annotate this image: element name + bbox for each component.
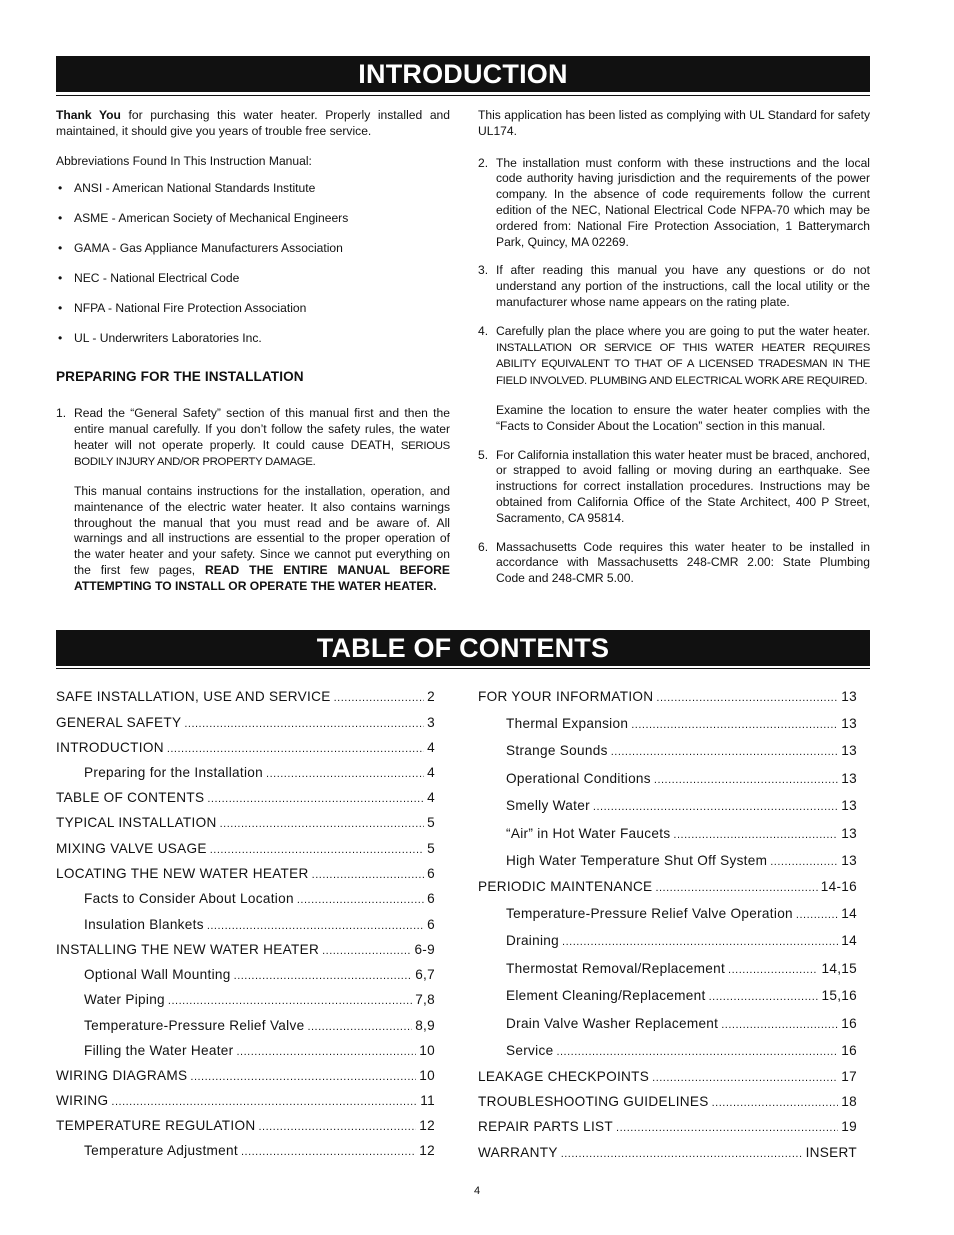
- bullet-icon: •: [58, 301, 63, 316]
- toc-page-number: 13: [841, 798, 857, 813]
- bullet-icon: •: [58, 241, 63, 256]
- toc-entry-label: Draining: [506, 933, 560, 948]
- toc-entry[interactable]: [478, 689, 857, 716]
- toc-entry[interactable]: [56, 715, 435, 740]
- item-number: 3.: [478, 263, 489, 278]
- introduction-heading: INTRODUCTION: [56, 56, 870, 92]
- toc-leader-dots: [258, 1121, 416, 1133]
- toc-page-number: 6: [427, 866, 435, 881]
- toc-subentry[interactable]: [478, 933, 857, 961]
- thank-you-text: for purchasing this water heater. Properly installed and maintained, it should give you years of trouble free service.: [56, 108, 450, 138]
- manual-warnings-paragraph: [74, 484, 450, 595]
- introduction-divider: [56, 95, 870, 96]
- abbreviation-item: [56, 181, 450, 197]
- toc-leader-dots: [241, 1146, 416, 1158]
- toc-entry-label: LEAKAGE CHECKPOINTS: [478, 1069, 650, 1084]
- toc-page-number: 18: [841, 1094, 857, 1109]
- toc-leader-dots: [207, 920, 424, 932]
- toc-page-number: 6: [427, 891, 435, 906]
- thank-you-paragraph: [56, 108, 450, 140]
- toc-entry[interactable]: [56, 841, 435, 866]
- toc-entry-label: Temperature-Pressure Relief Valve: [84, 1018, 305, 1033]
- toc-leader-dots: [220, 818, 425, 830]
- toc-leader-dots: [312, 869, 424, 881]
- toc-entry-label: TYPICAL INSTALLATION: [56, 815, 217, 830]
- abbreviation-item: [56, 211, 450, 227]
- toc-leader-dots: [770, 856, 838, 868]
- toc-entry-label: Strange Sounds: [506, 743, 608, 758]
- toc-page-number: 16: [841, 1043, 857, 1058]
- item-number: 2.: [478, 155, 489, 170]
- toc-entry-label: Optional Wall Mounting: [84, 967, 231, 982]
- toc-leader-dots: [712, 1097, 839, 1109]
- abbreviation-text: GAMA - Gas Appliance Manufacturers Association: [74, 241, 343, 256]
- toc-subentry[interactable]: [56, 1018, 435, 1043]
- item-number: 4.: [478, 323, 489, 338]
- toc-subentry[interactable]: [56, 1143, 435, 1168]
- toc-leader-dots: [210, 844, 424, 856]
- toc-leader-dots: [190, 1071, 416, 1083]
- toc-entry-label: WIRING DIAGRAMS: [56, 1068, 188, 1083]
- toc-page-number: 11: [420, 1093, 435, 1108]
- toc-leader-dots: [655, 882, 817, 894]
- preparing-installation-heading: PREPARING FOR THE INSTALLATION: [56, 369, 304, 385]
- item-number: 5.: [478, 447, 489, 462]
- toc-leader-dots: [168, 995, 412, 1007]
- toc-subentry[interactable]: [478, 961, 857, 988]
- toc-leader-dots: [616, 1122, 838, 1134]
- toc-leader-dots: [656, 692, 838, 704]
- toc-entry-label: Drain Valve Washer Replacement: [506, 1016, 719, 1031]
- toc-page-number: 13: [841, 743, 857, 758]
- toc-entry[interactable]: [56, 815, 435, 841]
- toc-page-number: 15,16: [821, 988, 857, 1003]
- toc-entry[interactable]: [478, 1069, 857, 1094]
- toc-entry-label: MIXING VALVE USAGE: [56, 841, 207, 856]
- toc-page-number: 8,9: [415, 1018, 435, 1033]
- toc-leader-dots: [207, 793, 424, 805]
- toc-entry-label: Thermal Expansion: [506, 716, 629, 731]
- introduction-right-column: [478, 108, 870, 600]
- item-text: The installation must conform with these instructions and the local code authority having jurisdiction and the requirements of the power company. In the absence of code requirements follow the current edition of the NEC, National Electrical Code NFPA-70 which may be ordered from: National Fire Protection Association, 1 Batterymarch Park, Quincy, MA 02269.: [496, 155, 870, 249]
- toc-entry[interactable]: [478, 1145, 857, 1170]
- toc-entry[interactable]: [56, 1068, 435, 1093]
- introduction-left-column: [56, 108, 450, 608]
- read-manual-warning: READ THE ENTIRE MANUAL BEFORE ATTEMPTING TO INSTALL OR OPERATE THE WATER HEATER.: [74, 563, 450, 593]
- abbreviations-intro: Abbreviations Found In This Instruction Manual:: [56, 153, 312, 168]
- toc-leader-dots: [593, 801, 838, 813]
- toc-page-number: 16: [841, 1016, 857, 1031]
- toc-entry-label: Water Piping: [84, 992, 165, 1007]
- abbreviation-item: [56, 241, 450, 257]
- item-warning-caps: INSTALLATION OR SERVICE OF THIS WATER HEATER REQUIRES ABILITY EQUIVALENT TO THAT OF A LICENSED TRADESMAN IN THE FIELD INVOLVED. PLUMBING AND ELECTRICAL WORK ARE REQUIRED.: [496, 341, 870, 388]
- item-text: This manual contains instructions for the installation, operation, and maintenance of the electric water heater. It also contains warnings throughout the manual that you must read and be aware of. All warnings and all instructions are essential to the proper operation of the water heater and your safety. Since we cannot put everything on the first few pages,: [74, 484, 450, 578]
- toc-subentry[interactable]: [56, 992, 435, 1018]
- toc-page-number: 4: [427, 790, 435, 805]
- toc-leader-dots: [709, 991, 819, 1003]
- toc-entry-label: Preparing for the Installation: [84, 765, 264, 780]
- toc-page-number: 2: [427, 689, 435, 704]
- instruction-item-5: [478, 448, 870, 527]
- toc-entry-label: FOR YOUR INFORMATION: [478, 689, 654, 704]
- toc-entry-label: GENERAL SAFETY: [56, 715, 182, 730]
- toc-leader-dots: [562, 936, 838, 948]
- table-of-contents-divider: [56, 668, 870, 669]
- ul-listing-paragraph: This application has been listed as complying with UL Standard for safety UL174.: [478, 108, 870, 138]
- toc-leader-dots: [556, 1046, 838, 1058]
- toc-page-number: 13: [841, 689, 857, 704]
- toc-subentry[interactable]: [478, 743, 857, 771]
- item-number: 1.: [56, 405, 67, 420]
- item-text: For California installation this water heater must be braced, anchored, or strapped to avoid falling or moving during an earthquake. See instructions for correct installation procedures. Instructions may be obtained from California Office of the State Architect, 400 P Street, Sacramento, CA 95814.: [496, 447, 870, 525]
- toc-entry-label: Filling the Water Heater: [84, 1043, 234, 1058]
- toc-entry[interactable]: [478, 879, 857, 906]
- toc-right-column: [478, 689, 857, 1170]
- toc-subentry[interactable]: [478, 771, 857, 798]
- toc-leader-dots: [322, 945, 411, 957]
- toc-subentry[interactable]: [56, 1043, 435, 1068]
- toc-page-number: 19: [841, 1119, 857, 1134]
- toc-subentry[interactable]: [478, 826, 857, 853]
- toc-page-number: 13: [841, 771, 857, 786]
- toc-entry[interactable]: [478, 1094, 857, 1119]
- toc-entry[interactable]: [56, 866, 435, 891]
- toc-leader-dots: [334, 692, 425, 704]
- table-of-contents-heading: TABLE OF CONTENTS: [56, 630, 870, 666]
- toc-page-number: 7,8: [415, 992, 435, 1007]
- toc-leader-dots: [631, 719, 838, 731]
- toc-entry-label: WARRANTY: [478, 1145, 558, 1160]
- toc-leader-dots: [307, 1021, 412, 1033]
- toc-page-number: 13: [841, 826, 857, 841]
- toc-subentry[interactable]: [56, 891, 435, 917]
- toc-entry-label: Service: [506, 1043, 554, 1058]
- toc-leader-dots: [673, 829, 838, 841]
- toc-entry[interactable]: [56, 1093, 435, 1118]
- toc-page-number: 5: [427, 841, 435, 856]
- toc-page-number: 14: [841, 906, 857, 921]
- toc-left-column: [56, 689, 435, 1168]
- toc-subentry[interactable]: [478, 716, 857, 743]
- toc-entry-label: REPAIR PARTS LIST: [478, 1119, 614, 1134]
- toc-leader-dots: [236, 1046, 416, 1058]
- toc-leader-dots: [652, 1072, 838, 1084]
- abbreviation-text: NEC - National Electrical Code: [74, 271, 240, 286]
- toc-page-number: 4: [427, 765, 435, 780]
- toc-leader-dots: [266, 768, 424, 780]
- bullet-icon: •: [58, 181, 63, 196]
- toc-entry-label: Element Cleaning/Replacement: [506, 988, 706, 1003]
- item-text: Read the “General Safety” section of this manual first and then the entire manual carefully. If you don’t follow the safety rules, the water heater will not operate properly. It could cause DEATH,: [74, 405, 450, 452]
- instruction-item-1: [56, 406, 450, 595]
- toc-leader-dots: [297, 894, 424, 906]
- toc-subentry[interactable]: [56, 967, 435, 992]
- toc-entry[interactable]: [56, 942, 435, 967]
- toc-leader-dots: [654, 774, 838, 786]
- toc-entry[interactable]: [56, 790, 435, 815]
- toc-page-number: 4: [427, 740, 435, 755]
- item-warning-caps: SERIOUS BODILY INJURY AND/OR PROPERTY DAMAGE.: [74, 439, 450, 469]
- item-text: Massachusetts Code requires this water heater to be installed in accordance with Massachusetts 248-CMR 2.00: State Plumbing Code and 248-CMR 5.00.: [496, 539, 870, 586]
- toc-page-number: 10: [419, 1043, 435, 1058]
- toc-leader-dots: [611, 746, 839, 758]
- toc-subentry[interactable]: [478, 988, 857, 1016]
- toc-page-number: 5: [427, 815, 435, 830]
- toc-leader-dots: [561, 1148, 803, 1160]
- abbreviation-text: UL - Underwriters Laboratories Inc.: [74, 331, 262, 346]
- thank-you-bold: Thank You: [56, 108, 121, 122]
- location-paragraph: Examine the location to ensure the water heater complies with the “Facts to Consider About the Location” section in this manual.: [496, 402, 870, 433]
- toc-entry-label: INSTALLING THE NEW WATER HEATER: [56, 942, 320, 957]
- toc-entry[interactable]: [478, 1119, 857, 1145]
- toc-page-number: 10: [419, 1068, 435, 1083]
- bullet-icon: •: [58, 211, 63, 226]
- bullet-icon: •: [58, 331, 63, 346]
- toc-entry-label: High Water Temperature Shut Off System: [506, 853, 768, 868]
- toc-entry-label: Thermostat Removal/Replacement: [506, 961, 726, 976]
- toc-entry-label: Insulation Blankets: [84, 917, 204, 932]
- bullet-icon: •: [58, 271, 63, 286]
- item-text: Carefully plan the place where you are going to put the water heater.: [496, 323, 870, 338]
- toc-page-number: 13: [841, 716, 857, 731]
- toc-leader-dots: [234, 970, 413, 982]
- toc-leader-dots: [111, 1096, 417, 1108]
- toc-page-number: 13: [841, 853, 857, 868]
- toc-entry[interactable]: [56, 689, 435, 715]
- toc-page-number: INSERT: [805, 1145, 857, 1160]
- abbreviation-text: ASME - American Society of Mechanical Engineers: [74, 211, 349, 226]
- toc-subentry[interactable]: [56, 917, 435, 942]
- page-number: 4: [473, 1185, 481, 1197]
- abbreviation-item: [56, 271, 450, 287]
- toc-entry-label: Facts to Consider About Location: [84, 891, 294, 906]
- toc-entry[interactable]: [56, 1118, 435, 1143]
- toc-entry-label: INTRODUCTION: [56, 740, 164, 755]
- item-text: If after reading this manual you have any questions or do not understand any portion of the instructions, call the local utility or the manufacturer whose name appears on the rating plate.: [496, 263, 870, 309]
- toc-leader-dots: [728, 964, 818, 976]
- toc-subentry[interactable]: [478, 853, 857, 879]
- toc-page-number: 6,7: [415, 967, 435, 982]
- toc-entry-label: Temperature Adjustment: [84, 1143, 238, 1158]
- toc-entry-label: “Air” in Hot Water Faucets: [506, 826, 671, 841]
- toc-subentry[interactable]: [478, 906, 857, 933]
- toc-entry-label: PERIODIC MAINTENANCE: [478, 879, 653, 894]
- toc-page-number: 14-16: [820, 879, 857, 894]
- toc-entry-label: SAFE INSTALLATION, USE AND SERVICE: [56, 689, 331, 704]
- toc-page-number: 3: [427, 715, 435, 730]
- toc-entry-label: LOCATING THE NEW WATER HEATER: [56, 866, 309, 881]
- toc-leader-dots: [796, 909, 838, 921]
- toc-entry-label: Operational Conditions: [506, 771, 651, 786]
- abbreviation-item: [56, 301, 450, 317]
- abbreviation-text: NFPA - National Fire Protection Association: [74, 301, 307, 316]
- abbreviation-text: ANSI - American National Standards Institute: [74, 181, 316, 196]
- toc-page-number: 6: [427, 917, 435, 932]
- toc-entry-label: TEMPERATURE REGULATION: [56, 1118, 256, 1133]
- toc-page-number: 12: [419, 1118, 435, 1133]
- item-number: 6.: [478, 539, 489, 554]
- toc-subentry[interactable]: [478, 1016, 857, 1043]
- toc-subentry[interactable]: [478, 1043, 857, 1069]
- toc-page-number: 17: [841, 1069, 857, 1084]
- instruction-item-3: [478, 263, 870, 310]
- abbreviation-item: [56, 331, 450, 347]
- toc-subentry[interactable]: [56, 765, 435, 790]
- toc-page-number: 6-9: [414, 942, 435, 957]
- toc-entry-label: Temperature-Pressure Relief Valve Operation: [506, 906, 793, 921]
- toc-leader-dots: [721, 1019, 838, 1031]
- toc-leader-dots: [184, 718, 424, 730]
- toc-page-number: 12: [419, 1143, 435, 1158]
- instruction-item-4: [478, 324, 870, 435]
- toc-page-number: 14,15: [821, 961, 857, 976]
- toc-entry[interactable]: [56, 740, 435, 765]
- toc-entry-label: TABLE OF CONTENTS: [56, 790, 205, 805]
- toc-entry-label: WIRING: [56, 1093, 109, 1108]
- toc-page-number: 14: [841, 933, 857, 948]
- instruction-item-2: [478, 156, 870, 251]
- toc-entry-label: Smelly Water: [506, 798, 590, 813]
- toc-leader-dots: [167, 743, 424, 755]
- abbreviations-list: [56, 181, 450, 347]
- toc-entry-label: TROUBLESHOOTING GUIDELINES: [478, 1094, 709, 1109]
- toc-subentry[interactable]: [478, 798, 857, 826]
- instruction-item-6: [478, 540, 870, 587]
